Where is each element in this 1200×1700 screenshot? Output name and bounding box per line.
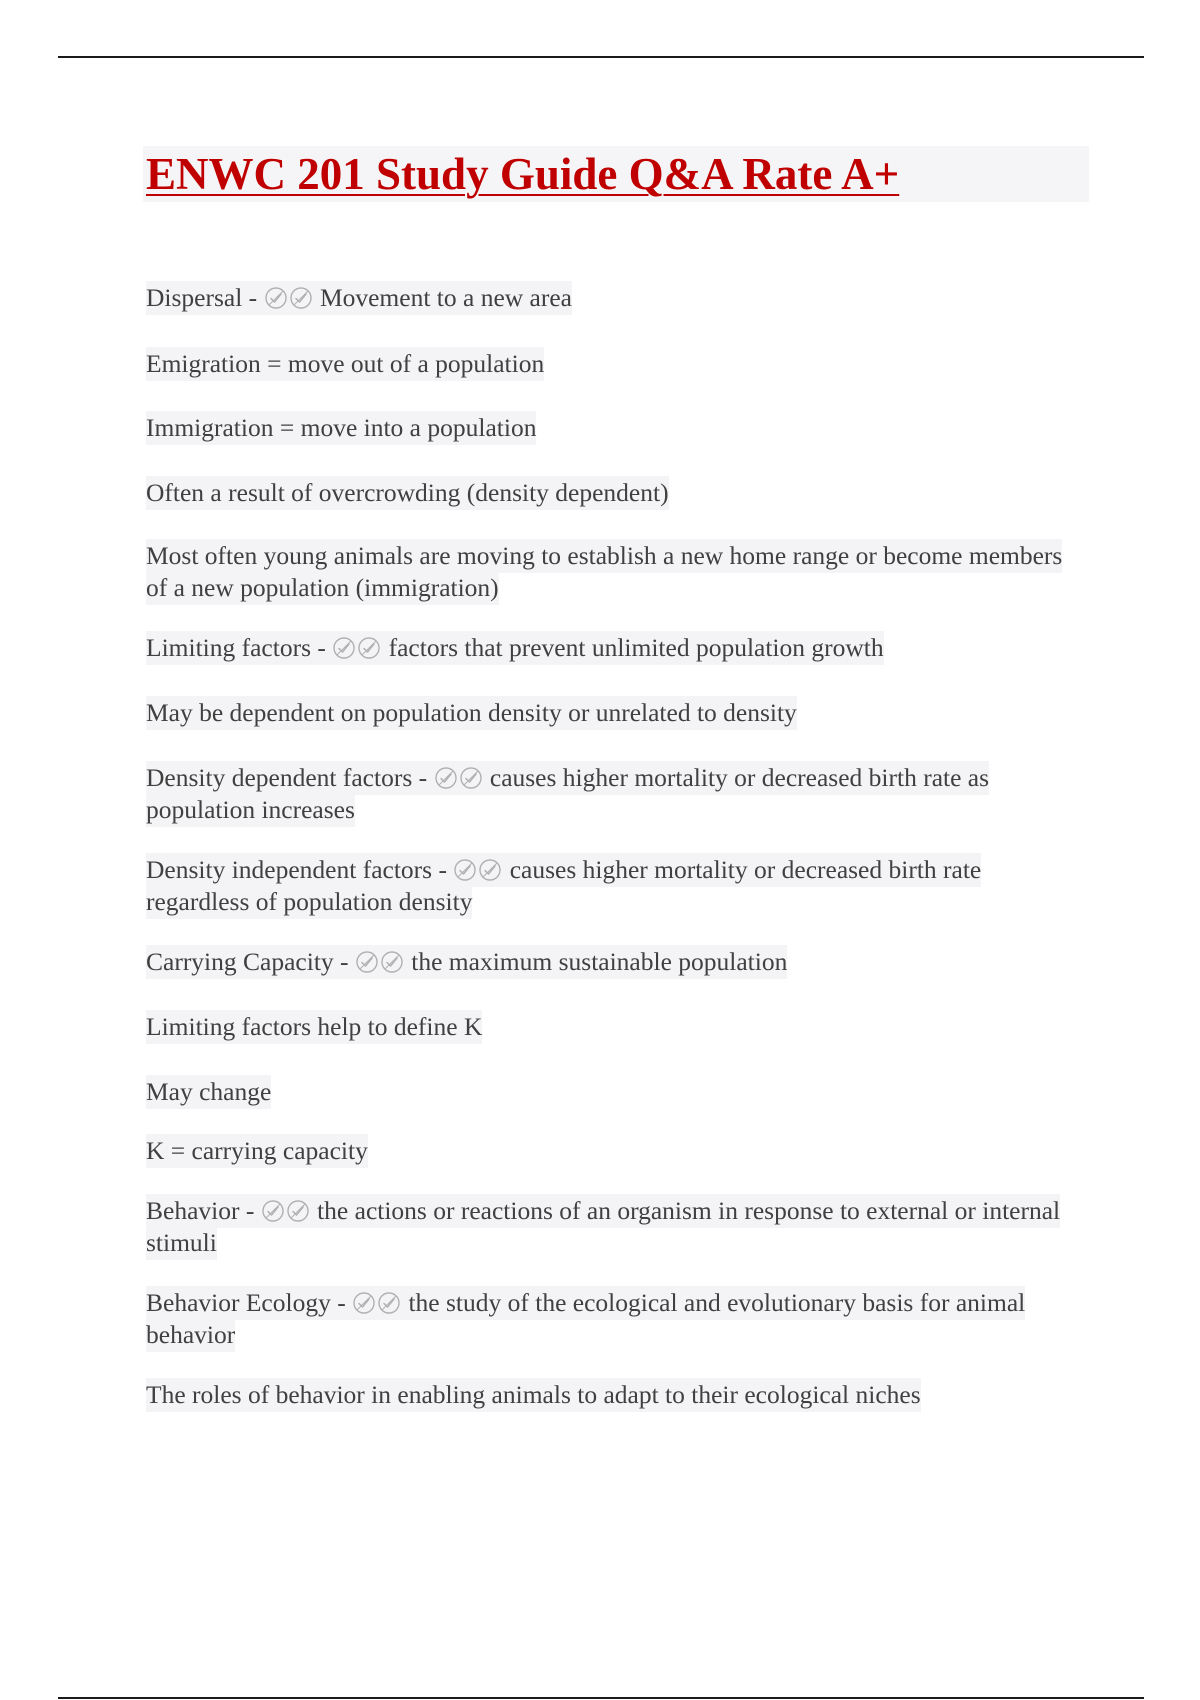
definition: the study of the ecological and evolutionary basis for animal behavior	[146, 1288, 1026, 1349]
term: Density dependent factors -	[146, 763, 428, 792]
qa-item	[146, 946, 1086, 978]
double-check-circle-icon	[355, 950, 405, 974]
double-check-circle-icon	[453, 858, 503, 882]
paragraph-text: May change	[146, 1075, 271, 1109]
definition: causes higher mortality or decreased birth rate regardless of population density	[146, 855, 982, 916]
paragraph-text: The roles of behavior in enabling animals to adapt to their ecological niches	[146, 1378, 921, 1412]
note-paragraph	[146, 540, 1086, 604]
note-paragraph	[146, 1076, 1086, 1108]
double-check-circle-icon	[264, 286, 314, 310]
term: Behavior Ecology -	[146, 1288, 346, 1317]
qa-item	[146, 762, 1086, 826]
note-paragraph	[146, 1379, 1086, 1411]
definition: the actions or reactions of an organism in response to external or internal stimuli	[146, 1196, 1061, 1257]
note-paragraph	[146, 412, 1086, 444]
double-check-circle-icon	[352, 1291, 402, 1315]
note-paragraph	[146, 1011, 1086, 1043]
note-paragraph	[146, 348, 1086, 380]
qa-item	[146, 632, 1086, 664]
definition: the maximum sustainable population	[411, 947, 788, 976]
qa-item	[146, 1287, 1086, 1351]
note-paragraph	[146, 477, 1086, 509]
footer-rule	[58, 1697, 1144, 1699]
term: Density independent factors -	[146, 855, 447, 884]
paragraph-text: May be dependent on population density or unrelated to density	[146, 696, 797, 730]
paragraph-text: Immigration = move into a population	[146, 411, 536, 445]
document-body	[146, 252, 1086, 1411]
double-check-circle-icon	[332, 636, 382, 660]
paragraph-text: Most often young animals are moving to establish a new home range or become members of a new population (immigration)	[146, 539, 1062, 605]
paragraph-text: K = carrying capacity	[146, 1134, 368, 1168]
note-paragraph	[146, 1135, 1086, 1167]
double-check-circle-icon	[434, 766, 484, 790]
qa-item	[146, 854, 1086, 918]
paragraph-text: Limiting factors help to define K	[146, 1010, 482, 1044]
term: Carrying Capacity -	[146, 947, 349, 976]
definition: factors that prevent unlimited population growth	[388, 633, 884, 662]
paragraph-text: Often a result of overcrowding (density dependent)	[146, 476, 669, 510]
term: Behavior -	[146, 1196, 255, 1225]
definition: Movement to a new area	[319, 283, 572, 312]
note-paragraph	[146, 697, 1086, 729]
qa-item	[146, 1195, 1086, 1259]
definition: causes higher mortality or decreased birth rate as population increases	[146, 763, 990, 824]
header-rule	[58, 56, 1144, 58]
double-check-circle-icon	[261, 1199, 311, 1223]
qa-item	[146, 282, 1086, 314]
term: Dispersal -	[146, 283, 258, 312]
paragraph-text: Emigration = move out of a population	[146, 347, 544, 381]
document-title: ENWC 201 Study Guide Q&A Rate A+	[146, 149, 900, 199]
term: Limiting factors -	[146, 633, 326, 662]
